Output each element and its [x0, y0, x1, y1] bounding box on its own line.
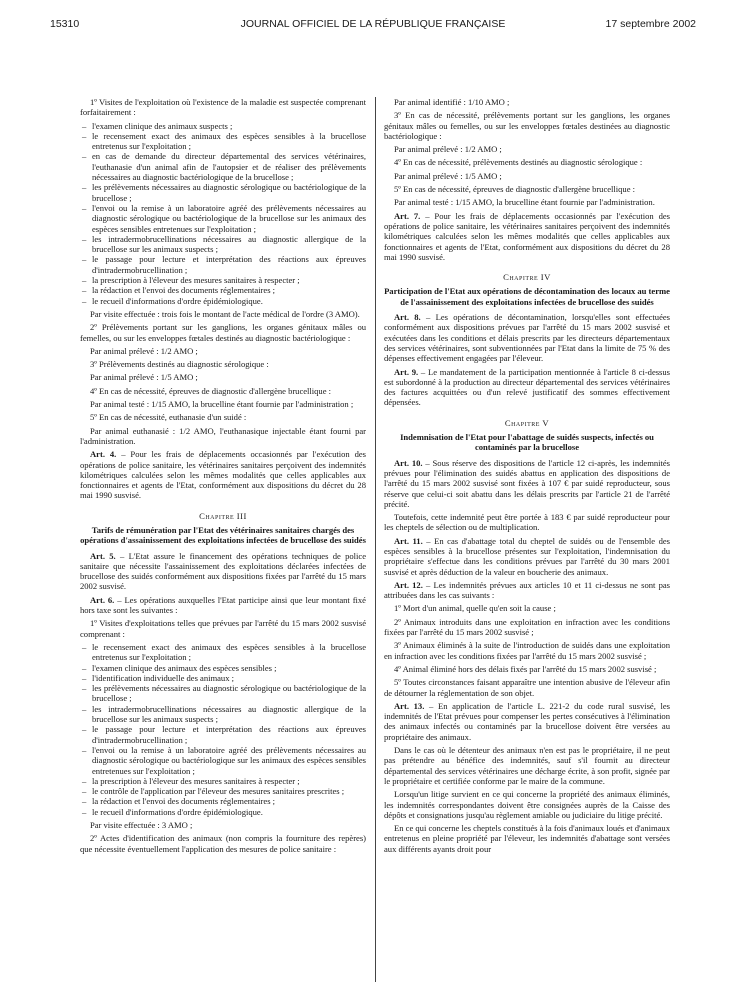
article-label: Art. 12. — [394, 579, 423, 590]
article-label: Art. 6. — [90, 594, 115, 605]
article-9 — [384, 367, 670, 408]
case-item: 3º Animaux éliminés à la suite de l'introduction de suidés dans une exploitation en infraction avec les conditions fixées par l'arrêté du 15 mars 2002 susvisé ; — [384, 640, 670, 661]
list-item: – le recueil d'informations d'ordre épidémiologique. — [80, 296, 366, 306]
article-label: Art. 10. — [394, 457, 423, 468]
paragraph: 1º Visites de l'exploitation où l'existence de la maladie est suspectée comprenant forfaitairement : — [80, 97, 366, 118]
list-item: – la prescription à l'éleveur des mesures sanitaires à respecter ; — [80, 275, 366, 285]
list-item: – l'envoi ou la remise à un laboratoire agréé des prélèvements nécessaires au diagnostic sérologique ou bactériologique de la brucellose sur les animaux des espèces sensibles entretenues sur l'exploitation ; — [80, 203, 366, 234]
paragraph: Dans le cas où le détenteur des animaux n'en est pas le propriétaire, il ne peut pas prétendre au bénéfice des indemnités, sauf s'il fournit au directeur départemental des services vétérinaires une décharge écrite, à son profit, signée par le propriétaire et certifiée conforme par le maire de la commune. — [384, 745, 670, 786]
rate-line: Par animal prélevé : 1/5 AMO ; — [90, 372, 198, 383]
list-item: – l'envoi ou la remise à un laboratoire agréé des prélèvements nécessaires au diagnostic sérologique ou bactériologique sur les animaux des espèces sensibles entretenues sur l'exploitation ; — [80, 745, 366, 776]
article-text: – Le mandatement de la participation mentionnée à l'article 8 ci-dessus est subordonné à la production au directeur départemental des services vétérinaires des factures acquittées ou d'un relevé justificatif des sommes effectivement dépensées. — [384, 366, 670, 408]
rate-line: Par animal euthanasié : 1/2 AMO, l'euthanasique injectable étant fourni par l'administration. — [80, 425, 366, 446]
rate-line: Par animal testé : 1/15 AMO, la brucelline étant fournie par l'administration. — [394, 197, 655, 208]
list-item: – la rédaction et l'envoi des documents réglementaires ; — [80, 796, 366, 806]
column-divider — [375, 97, 376, 982]
paragraph: 3º En cas de nécessité, prélèvements portant sur les ganglions, les organes génitaux mâles ou femelles, ou sur les enveloppes fœtales destinées au diagnostic bactériologique : — [384, 110, 670, 141]
article-label: Art. 4. — [90, 449, 117, 460]
paragraph: 5º En cas de nécessité, épreuves de diagnostic d'allergène brucellique : — [394, 184, 635, 195]
list-item: – le passage pour lecture et interprétation des réactions aux épreuves d'intradermobrucellination ; — [80, 254, 366, 275]
article-label: Art. 13. — [394, 700, 425, 711]
article-label: Art. 8. — [394, 312, 421, 323]
article-text: – L'Etat assure le financement des opérations techniques de police sanitaire que nécessite l'assainissement des exploitations déclarées infectées de brucellose des suidés conformément aux dispositions fixées par l'arrêté du 15 mars 2002 susvisé. — [80, 550, 366, 592]
paragraph: 5º En cas de nécessité, euthanasie d'un suidé : — [90, 412, 247, 423]
publication-date: 17 septembre 2002 — [605, 18, 696, 30]
paragraph: 2º Actes d'identification des animaux (non compris la fourniture des repères) que nécessite éventuellement l'application des mesures de police sanitaire : — [80, 833, 366, 854]
article-text: – Pour les frais de déplacements occasionnés par l'exécution des opérations de police sanitaire, les vétérinaires sanitaires perçoivent des indemnités kilométriques calculées selon les mêmes modalités que celles applicables aux fonctionnaires et agents de l'Etat, conformément aux dispositions du décret du 28 mai 1990 susvisé. — [384, 210, 670, 262]
rate-line: Par animal testé : 1/15 AMO, la brucelline étant fournie par l'administration ; — [90, 399, 354, 410]
chapter-heading: Chapitre IV — [503, 272, 551, 283]
chapter-heading: Chapitre III — [199, 510, 247, 521]
article-13 — [384, 701, 670, 742]
bullet-list — [80, 121, 366, 306]
article-label: Art. 7. — [394, 210, 421, 221]
article-11 — [384, 536, 670, 577]
article-text: – En cas d'abattage total du cheptel de suidés ou de l'ensemble des espèces sensibles à la brucellose présentes sur l'exploitation, l'indemnisation du propriétaire s'effectue dans les conditions prévues par l'arrêté du 30 mars 2001 susvisé et après déduction de la valeur en boucherie des animaux. — [384, 535, 670, 577]
article-text: – Les opérations de décontamination, lorsqu'elles sont effectuées conformément aux dispositions prévues par l'arrêté du 15 mars 2002 susvisé et exécutées dans les conditions et délais prescrits par les directeurs départementaux des services vétérinaires, sont subventionnées par l'Etat dans la limite de 75 % des dépenses effectivement engagées par l'éleveur. — [384, 312, 670, 364]
list-item: – le contrôle de l'application par l'éleveur des mesures sanitaires prescrites ; — [80, 786, 366, 796]
chapter-heading: Chapitre V — [504, 417, 550, 428]
article-text: – Sous réserve des dispositions de l'article 12 ci-après, les indemnités prévues pour l'élimination des suidés abattus en application des dispositions de l'arrêté du 15 mars 2002 susvisé sont fixées à 107 € par suidé reproducteur, sous réserve que celui-ci soit abattu dans les délais prescrits par l'article 21 de l'arrêté précité. — [384, 457, 670, 509]
case-item: 1º Mort d'un animal, quelle qu'en soit la cause ; — [394, 603, 556, 614]
article-text: – Pour les frais de déplacements occasionnés par l'exécution des opérations de police sanitaire, les vétérinaires sanitaires perçoivent des indemnités kilométriques calculées selon les mêmes modalités que celles applicables aux fonctionnaires et agents de l'Etat, conformément aux dispositions du décret du 28 mai 1990 susvisé. — [80, 449, 366, 501]
page-header — [50, 18, 696, 32]
list-item: – les intradermobrucellinations nécessaires au diagnostic allergique de la brucellose sur les animaux suspects ; — [80, 704, 366, 725]
paragraph: 4º En cas de nécessité, épreuves de diagnostic d'allergène brucellique : — [90, 385, 331, 396]
article-10 — [384, 458, 670, 509]
rate-line: Par animal prélevé : 1/2 AMO ; — [90, 345, 198, 356]
article-12 — [384, 580, 670, 601]
chapter-title: Indemnisation de l'Etat pour l'abattage de suidés suspects, infectés ou contaminés par la brucellose — [400, 432, 654, 453]
list-item: – en cas de demande du directeur départemental des services vétérinaires, l'euthanasie d'un animal afin de l'autopsier et de réaliser des prélèvements nécessaires au diagnostic bactériologique de la brucellose ; — [80, 151, 366, 182]
paragraph: En ce qui concerne les cheptels constitués à la fois d'animaux loués et d'animaux entretenus en pleine propriété par l'éleveur, les indemnités d'abattage sont versées aux différents ayants droit pour — [384, 823, 670, 854]
article-6 — [80, 595, 366, 616]
paragraph: Toutefois, cette indemnité peut être portée à 183 € par suidé reproducteur pour les cheptels de sélection ou de multiplication. — [384, 512, 670, 533]
list-item: – l'examen clinique des animaux des espèces sensibles ; — [80, 663, 366, 673]
rate-line: Par animal prélevé : 1/2 AMO ; — [394, 144, 502, 155]
chapter-title: Participation de l'Etat aux opérations de décontamination des locaux au terme de l'assainissement des exploitations infectées de brucellose des suidés — [384, 286, 670, 307]
list-item: – l'examen clinique des animaux suspects ; — [80, 121, 366, 131]
paragraph: Par visite effectuée : trois fois le montant de l'acte médical de l'ordre (3 AMO). — [90, 308, 360, 319]
list-item: – le passage pour lecture et interprétation des réactions aux épreuves d'intradermobrucellination ; — [80, 724, 366, 745]
rate-line: Par animal prélevé : 1/5 AMO ; — [394, 170, 502, 181]
article-5 — [80, 551, 366, 592]
article-label: Art. 5. — [90, 550, 116, 561]
article-label: Art. 11. — [394, 535, 423, 546]
list-item: – la rédaction et l'envoi des documents réglementaires ; — [80, 285, 366, 295]
paragraph: 1º Visites d'exploitations telles que prévues par l'arrêté du 15 mars 2002 susvisé comprenant : — [80, 618, 366, 639]
list-item: – le recueil d'informations d'ordre épidémiologique. — [80, 807, 366, 817]
bullet-list — [80, 642, 366, 817]
rate-line: Par animal identifié : 1/10 AMO ; — [394, 97, 510, 107]
article-4 — [80, 449, 366, 500]
journal-title: JOURNAL OFFICIEL DE LA RÉPUBLIQUE FRANÇAISE — [240, 18, 506, 30]
list-item: – les prélèvements nécessaires au diagnostic sérologique ou bactériologique de la brucellose ; — [80, 683, 366, 704]
article-text: – Les indemnités prévues aux articles 10 et 11 ci-dessus ne sont pas attribuées dans les cas suivants : — [384, 579, 670, 601]
list-item: – la prescription à l'éleveur des mesures sanitaires à respecter ; — [80, 776, 366, 786]
chapter-title: Tarifs de rémunération par l'Etat des vétérinaires sanitaires chargés des opérations d'assainissement des exploitations infectées de brucellose des suidés — [80, 524, 366, 546]
article-7 — [384, 211, 670, 262]
list-item: – le recensement exact des animaux des espèces sensibles à la brucellose entretenus sur l'exploitation ; — [80, 131, 366, 152]
case-item: 5º Toutes circonstances faisant apparaître une intention abusive de l'éleveur afin de détourner la réglementation de son objet. — [384, 677, 670, 698]
list-item: – les prélèvements nécessaires au diagnostic sérologique ou bactériologique de la brucellose ; — [80, 182, 366, 203]
paragraph: Lorsqu'un litige survient en ce qui concerne la propriété des animaux éliminés, les indemnités correspondantes doivent être consignées auprès de la Caisse des dépôts et consignations jusqu'au règlement amiable ou judiciaire du litige précité. — [384, 789, 670, 820]
article-text: – Les opérations auxquelles l'Etat participe ainsi que leur montant fixé hors taxe sont les suivantes : — [80, 594, 366, 616]
list-item: – le recensement exact des animaux des espèces sensibles à la brucellose entretenus sur l'exploitation ; — [80, 642, 366, 663]
list-item: – l'identification individuelle des animaux ; — [80, 673, 366, 683]
case-item: 2º Animaux introduits dans une exploitation en infraction avec les conditions fixées par l'arrêté du 15 mars 2002 susvisé ; — [384, 616, 670, 638]
rate-line: Par visite effectuée : 3 AMO ; — [90, 820, 193, 830]
paragraph: 3º Prélèvements destinés au diagnostic sérologique : — [90, 359, 269, 370]
article-8 — [384, 312, 670, 363]
case-item: 4º Animal éliminé hors des délais fixés par l'arrêté du 15 mars 2002 susvisé ; — [394, 663, 657, 674]
list-item: – les intradermobrucellinations nécessaires au diagnostic allergique de la brucellose sur les animaux suspects ; — [80, 234, 366, 255]
paragraph: 2º Prélèvements portant sur les ganglions, les organes génitaux mâles ou femelles, ou sur les enveloppes fœtales destinés au diagnostic bactériologique : — [80, 322, 366, 343]
article-label: Art. 9. — [394, 366, 419, 377]
right-column — [384, 97, 670, 857]
page-number: 15310 — [50, 18, 80, 30]
article-text: – En application de l'article L. 221-2 du code rural susvisé, les indemnités de l'Etat prévues pour compenser les pertes consécutives à l'élimination des animaux infectés ou contaminés par la brucellose doivent être versées au propriétaire des animaux. — [384, 700, 671, 742]
left-column — [80, 97, 366, 857]
paragraph: 4º En cas de nécessité, prélèvements destinés au diagnostic sérologique : — [394, 157, 643, 168]
